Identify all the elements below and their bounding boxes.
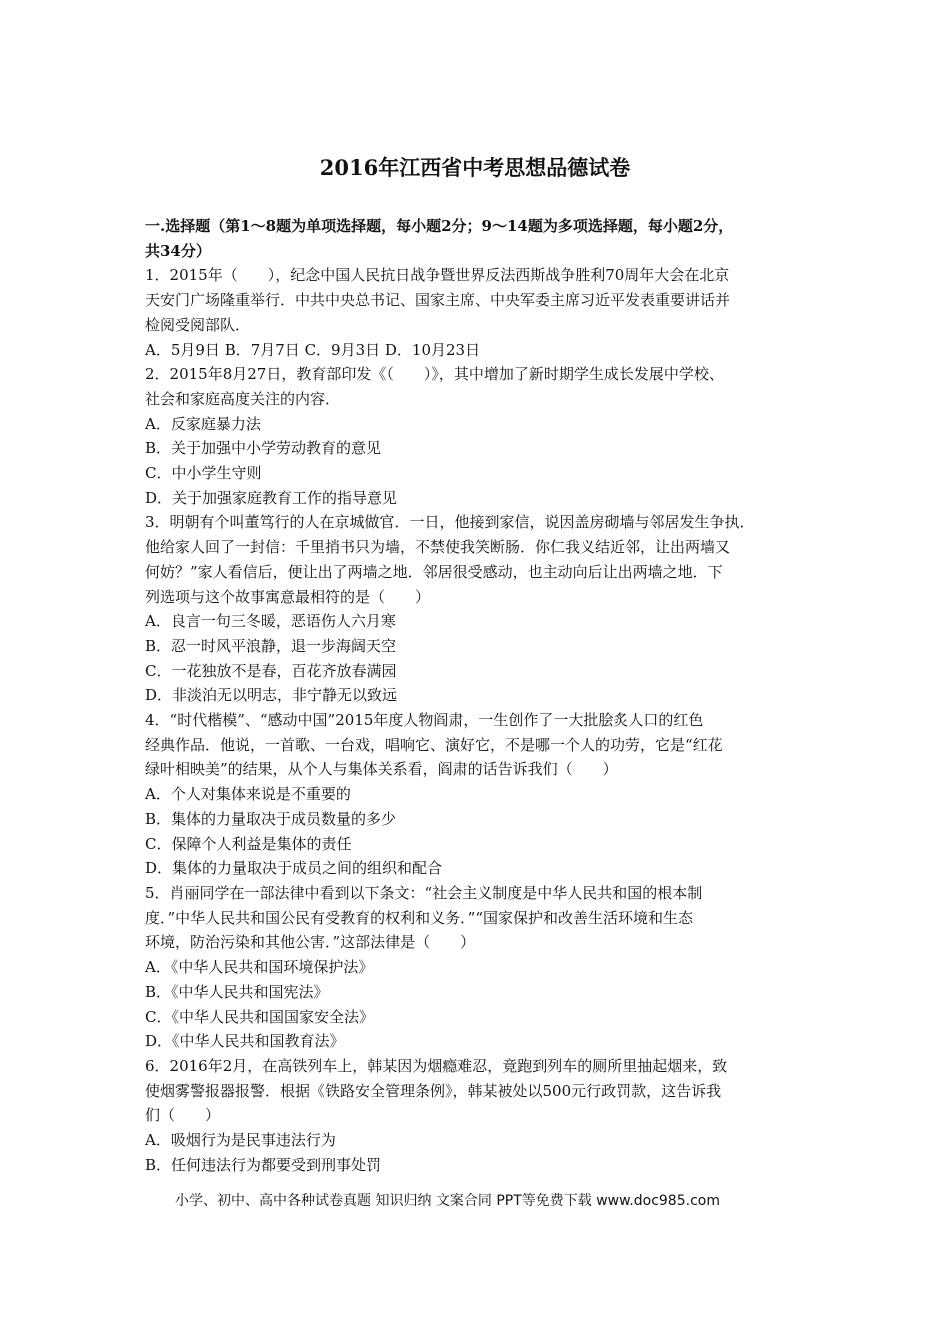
option-b: B．《中华人民共和国宪法》 xyxy=(145,982,329,1001)
question-stem-line: 检阅受阅部队． xyxy=(145,315,251,334)
page-footer: 小学、初中、高中各种试卷真题 知识归纳 文案合同 PPT等免费下载 www.doc985.com xyxy=(175,1193,720,1209)
question-stem-line: 经典作品．他说，一首歌、一台戏，唱响它、演好它，不是哪一个人的功劳，它是“红花 xyxy=(145,735,723,754)
question-stem-line: 天安门广场隆重举行．中共中央总书记、国家主席、中央军委主席习近平发表重要讲话并 xyxy=(145,291,731,310)
option-a: A．个人对集体来说是不重要的 xyxy=(145,785,351,804)
question-6 xyxy=(145,1054,810,1178)
option-a: A．《中华人民共和国环境保护法》 xyxy=(145,958,374,977)
option-d: D．非淡泊无以明志，非宁静无以致远 xyxy=(145,686,398,705)
option-b: B．集体的力量取决于成员数量的多少 xyxy=(145,809,397,828)
option-d: D．关于加强家庭教育工作的指导意见 xyxy=(145,488,398,507)
option-b: B．关于加强中小学劳动教育的意见 xyxy=(145,439,382,458)
question-stem-line: 他给家人回了一封信：千里捎书只为墙，不禁使我笑断肠．你仁我义结近邻，让出两墙又 xyxy=(145,538,731,557)
section-heading-line: 共34分） xyxy=(145,241,211,260)
question-stem-line: 1．2015年（ ），纪念中国人民抗日战争暨世界反法西斯战争胜利70周年大会在北京 xyxy=(145,266,730,285)
question-stem-line: 社会和家庭高度关注的内容． xyxy=(145,389,341,408)
question-4 xyxy=(145,708,810,881)
question-5 xyxy=(145,881,810,1054)
option-b: B．任何违法行为都要受到刑事处罚 xyxy=(145,1155,382,1174)
option-a: A．吸烟行为是民事违法行为 xyxy=(145,1131,336,1150)
option-a: A．反家庭暴力法 xyxy=(145,414,261,433)
question-stem-line: 度．”中华人民共和国公民有受教育的权利和义务．”“国家保护和改善生活环境和生态 xyxy=(145,908,694,927)
question-stem-line: 6．2016年2月，在高铁列车上，韩某因为烟瘾难忍，竟跑到列车的厕所里抽起烟来，致 xyxy=(145,1056,728,1075)
question-stem-line: 使烟雾警报器报警．根据《铁路安全管理条例》，韩某被处以500元行政罚款，这告诉我 xyxy=(145,1081,722,1100)
question-3 xyxy=(145,510,810,708)
page-title: 2016年江西省中考思想品德试卷 xyxy=(319,155,631,180)
question-stem-line: 列选项与这个故事寓意最相符的是（ ） xyxy=(145,587,431,606)
question-stem-line: 3．明朝有个叫董笃行的人在京城做官．一日，他接到家信，说因盖房砌墙与邻居发生争执． xyxy=(145,513,755,532)
question-stem-line: 绿叶相映美”的结果，从个人与集体关系看，阎肃的话告诉我们（ ） xyxy=(145,760,618,779)
question-stem-line: 5．肖丽同学在一部法律中看到以下条文：“社会主义制度是中华人民共和国的根本制 xyxy=(145,883,703,902)
option-d: D．集体的力量取决于成员之间的组织和配合 xyxy=(145,859,443,878)
question-stem-line: 们（ ） xyxy=(145,1106,221,1125)
section-heading xyxy=(145,214,810,263)
option-b: B．忍一时风平浪静，退一步海阔天空 xyxy=(145,636,397,655)
question-2 xyxy=(145,362,810,510)
question-stem-line: 环境，防治污染和其他公害．”这部法律是（ ） xyxy=(145,933,476,952)
question-stem-line: 何妨？”家人看信后，便让出了两墙之地．邻居很受感动，也主动向后让出两墙之地．下 xyxy=(145,562,723,581)
question-options: A．5月9日 B．7月7日 C．9月3日 D．10月23日 xyxy=(145,340,481,359)
question-1 xyxy=(145,263,810,362)
option-c: C．保障个人利益是集体的责任 xyxy=(145,834,352,853)
question-stem-line: 4．“时代楷模”、“感动中国”2015年度人物阎肃，一生创作了一大批脍炙人口的红色 xyxy=(145,711,704,730)
section-heading-line: 一.选择题（第1～8题为单项选择题，每小题2分；9～14题为多项选择题，每小题2分， xyxy=(145,217,734,235)
option-c: C．《中华人民共和国国家安全法》 xyxy=(145,1007,374,1026)
option-c: C．中小学生守则 xyxy=(145,464,262,483)
option-c: C．一花独放不是春，百花齐放春满园 xyxy=(145,661,397,680)
option-d: D．《中华人民共和国教育法》 xyxy=(145,1032,345,1051)
question-stem-line: 2．2015年8月27日，教育部印发《（ ）》，其中增加了新时期学生成长发展中学校、 xyxy=(145,365,724,384)
exam-content xyxy=(145,214,810,1177)
option-a: A．良言一句三冬暖，恶语伤人六月寒 xyxy=(145,612,396,631)
